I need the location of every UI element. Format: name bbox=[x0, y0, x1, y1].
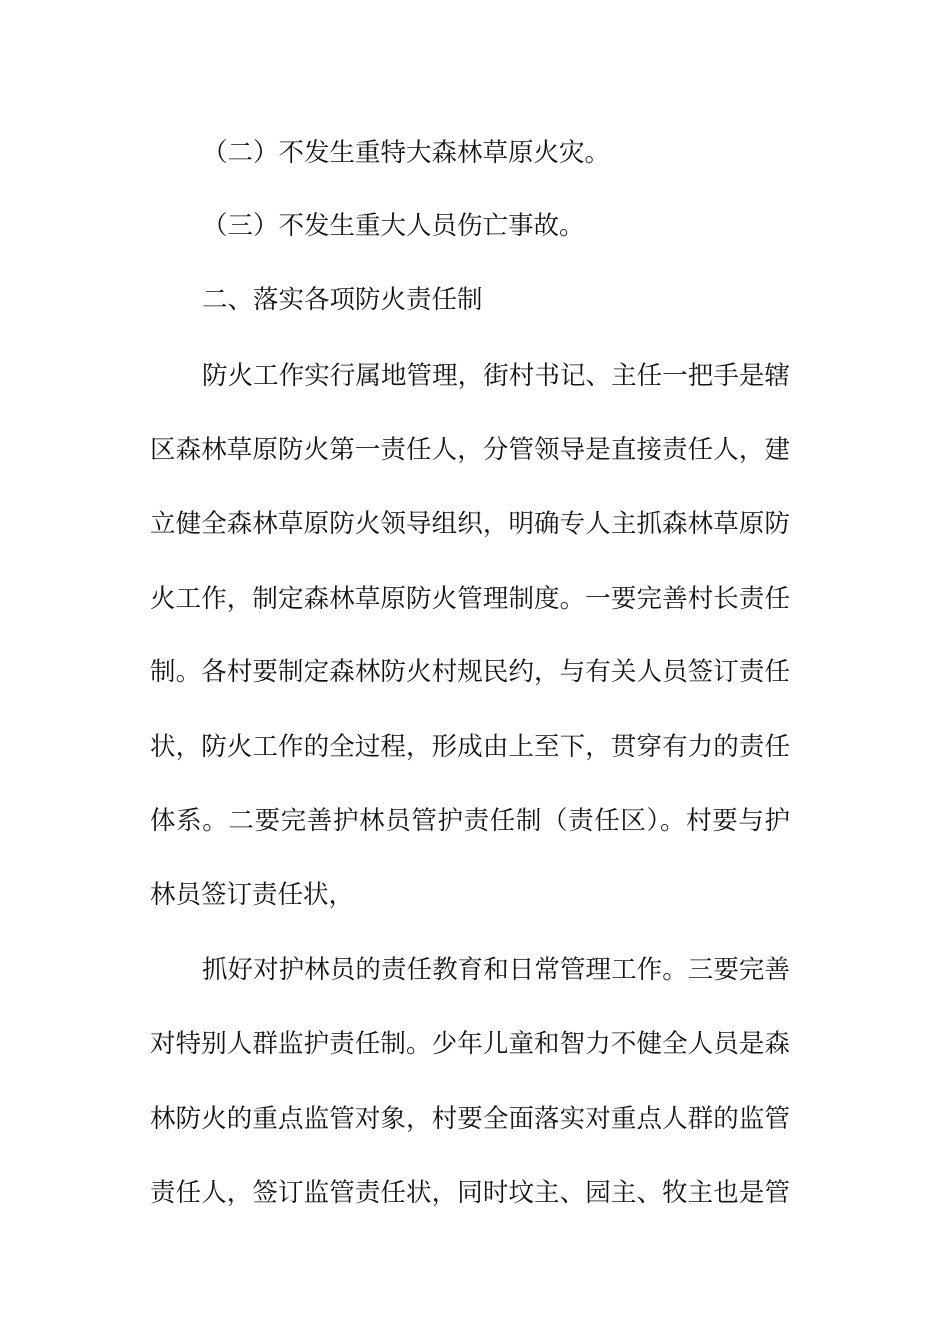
text-line: （三）不发生重大人员伤亡事故。 bbox=[202, 211, 585, 241]
text-line: 林员签订责任状， bbox=[150, 880, 355, 910]
text-line: 火工作，制定森林草原防火管理制度。一要完善村长责任 bbox=[150, 584, 790, 614]
text-line: 区森林草原防火第一责任人，分管领导是直接责任人，建 bbox=[150, 435, 790, 465]
text-line: 体系。二要完善护林员管护责任制（责任区）。村要与护 bbox=[150, 806, 790, 836]
text-line: 林防火的重点监管对象，村要全面落实对重点人群的监管 bbox=[150, 1104, 790, 1134]
text-line: 对特别人群监护责任制。少年儿童和智力不健全人员是森 bbox=[150, 1029, 790, 1059]
text-line: 责任人，签订监管责任状，同时坟主、园主、牧主也是管 bbox=[150, 1178, 790, 1208]
text-line: 抓好对护林员的责任教育和日常管理工作。三要完善 bbox=[202, 955, 790, 985]
text-line: 防火工作实行属地管理，街村书记、主任一把手是辖 bbox=[202, 361, 790, 391]
text-line: （二）不发生重特大森林草原火灾。 bbox=[202, 138, 611, 168]
text-line: 立健全森林草原防火领导组织，明确专人主抓森林草原防 bbox=[150, 509, 790, 539]
text-line: 状，防火工作的全过程，形成由上至下，贯穿有力的责任 bbox=[150, 732, 790, 762]
text-line: 制。各村要制定森林防火村规民约，与有关人员签订责任 bbox=[150, 657, 790, 687]
section-heading: 二、落实各项防火责任制 bbox=[202, 285, 483, 315]
